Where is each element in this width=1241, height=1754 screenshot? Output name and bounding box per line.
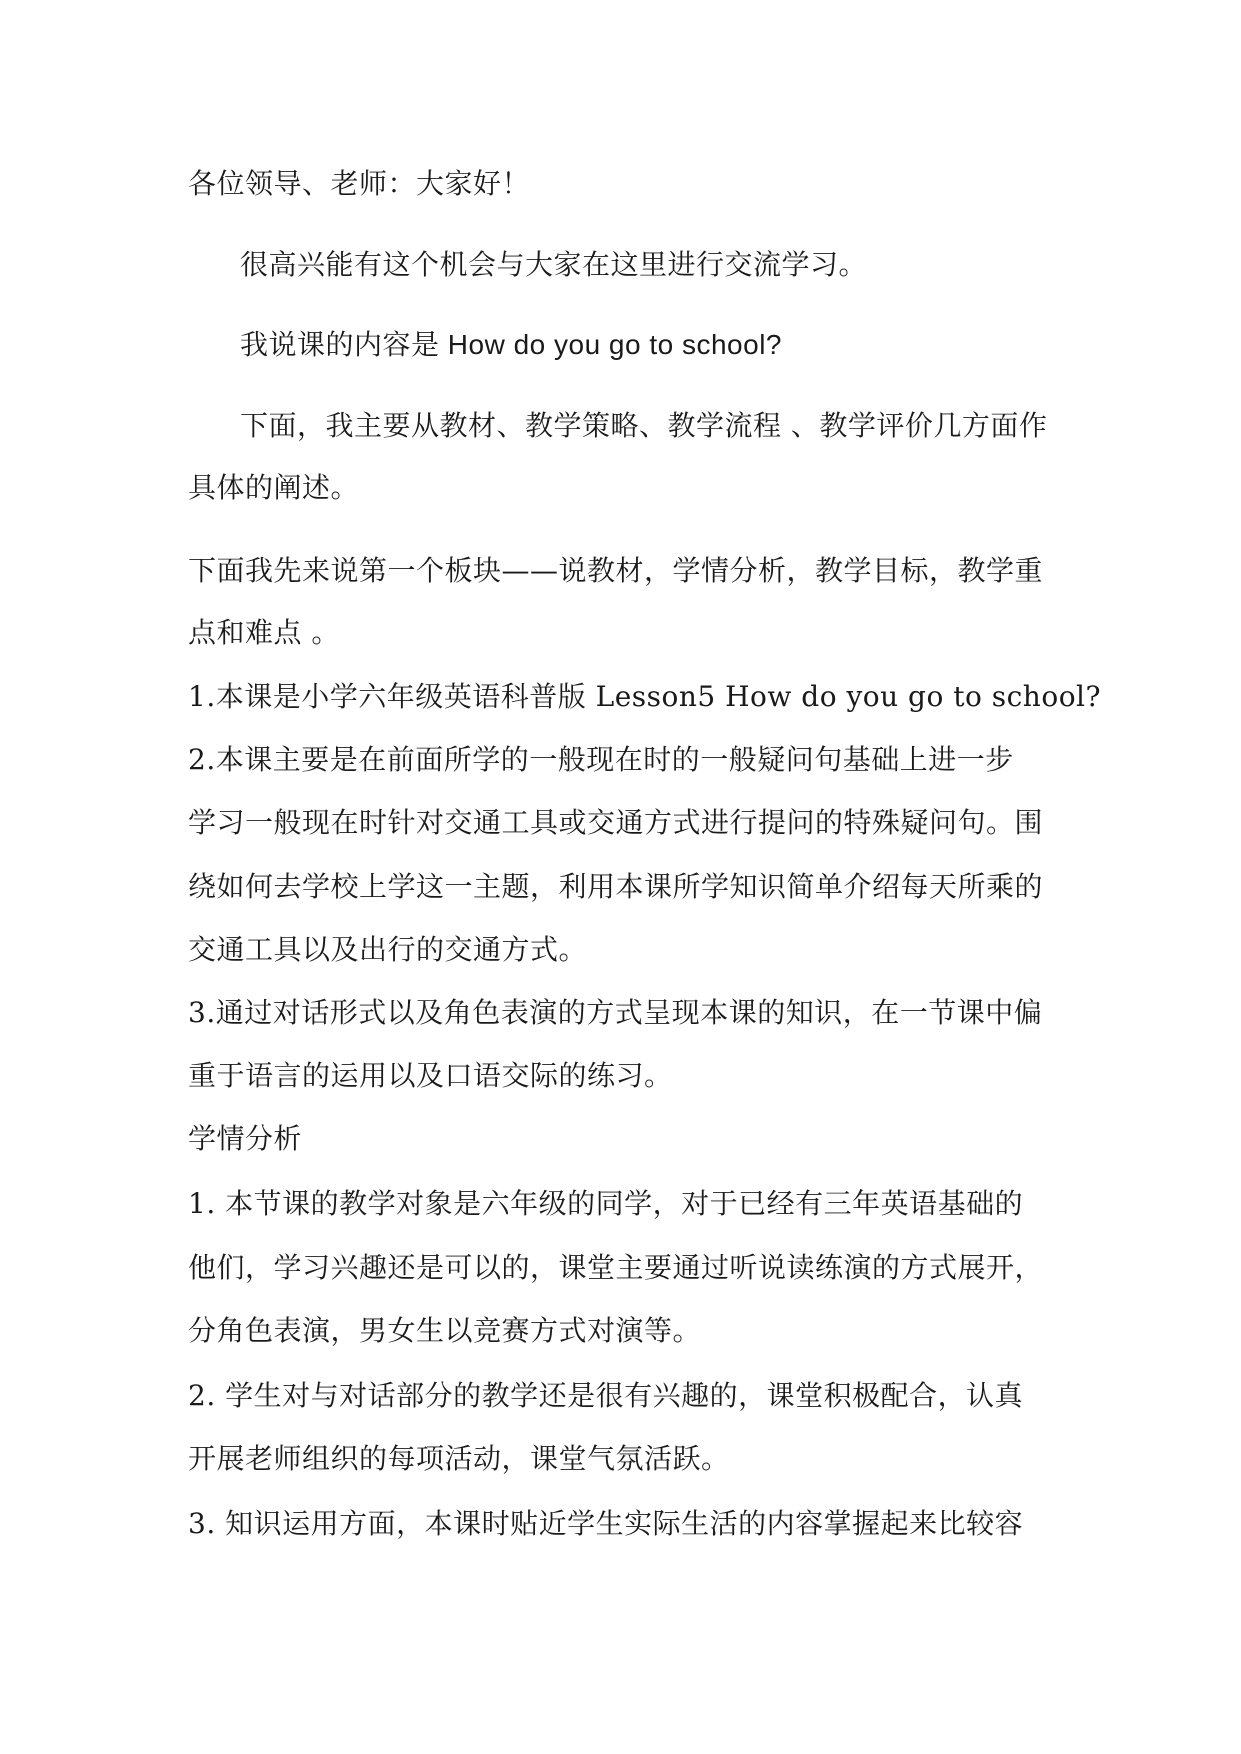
intro-line: 很高兴能有这个机会与大家在这里进行交流学习。: [240, 248, 868, 281]
outline-line-2: 具体的阐述。: [188, 471, 360, 504]
analysis-1-line-1: 1. 本节课的教学对象是六年级的同学，对于已经有三年英语基础的: [188, 1187, 1024, 1220]
analysis-2-line-1: 2. 学生对与对话部分的教学还是很有兴趣的，课堂积极配合，认真: [188, 1379, 1024, 1412]
outline-line-1: 下面，我主要从教材、教学策略、教学流程 、教学评价几方面作: [240, 409, 1048, 442]
item-2-line-3: 绕如何去学校上学这一主题，利用本课所学知识简单介绍每天所乘的: [188, 870, 1044, 903]
section-intro-line-1: 下面我先来说第一个板块——说教材，学情分析，教学目标，教学重: [188, 554, 1044, 587]
item-3-line-2: 重于语言的运用以及口语交际的练习。: [188, 1059, 673, 1092]
greeting-line: 各位领导、老师：大家好！: [188, 167, 531, 200]
item-2-line-4: 交通工具以及出行的交通方式。: [188, 933, 588, 966]
analysis-2-line-2: 开展老师组织的每项活动，课堂气氛活跃。: [188, 1442, 730, 1475]
item-2-line-1: 2.本课主要是在前面所学的一般现在时的一般疑问句基础上进一步: [188, 743, 1014, 776]
topic-line: 我说课的内容是 How do you go to school?: [240, 329, 782, 360]
item-2-line-2: 学习一般现在时针对交通工具或交通方式进行提问的特殊疑问句。围: [188, 806, 1044, 839]
analysis-3-line-1: 3. 知识运用方面，本课时贴近学生实际生活的内容掌握起来比较容: [188, 1507, 1024, 1540]
section-heading: 学情分析: [188, 1122, 303, 1155]
item-1-line: 1.本课是小学六年级英语科普版 Lesson5 How do you go to school?: [188, 680, 1102, 713]
section-intro-line-2: 点和难点 。: [188, 616, 340, 649]
analysis-1-line-3: 分角色表演，男女生以竞赛方式对演等。: [188, 1314, 702, 1347]
item-3-line-1: 3.通过对话形式以及角色表演的方式呈现本课的知识，在一节课中偏: [188, 996, 1043, 1029]
analysis-1-line-2: 他们，学习兴趣还是可以的，课堂主要通过听说读练演的方式展开，: [188, 1251, 1044, 1284]
